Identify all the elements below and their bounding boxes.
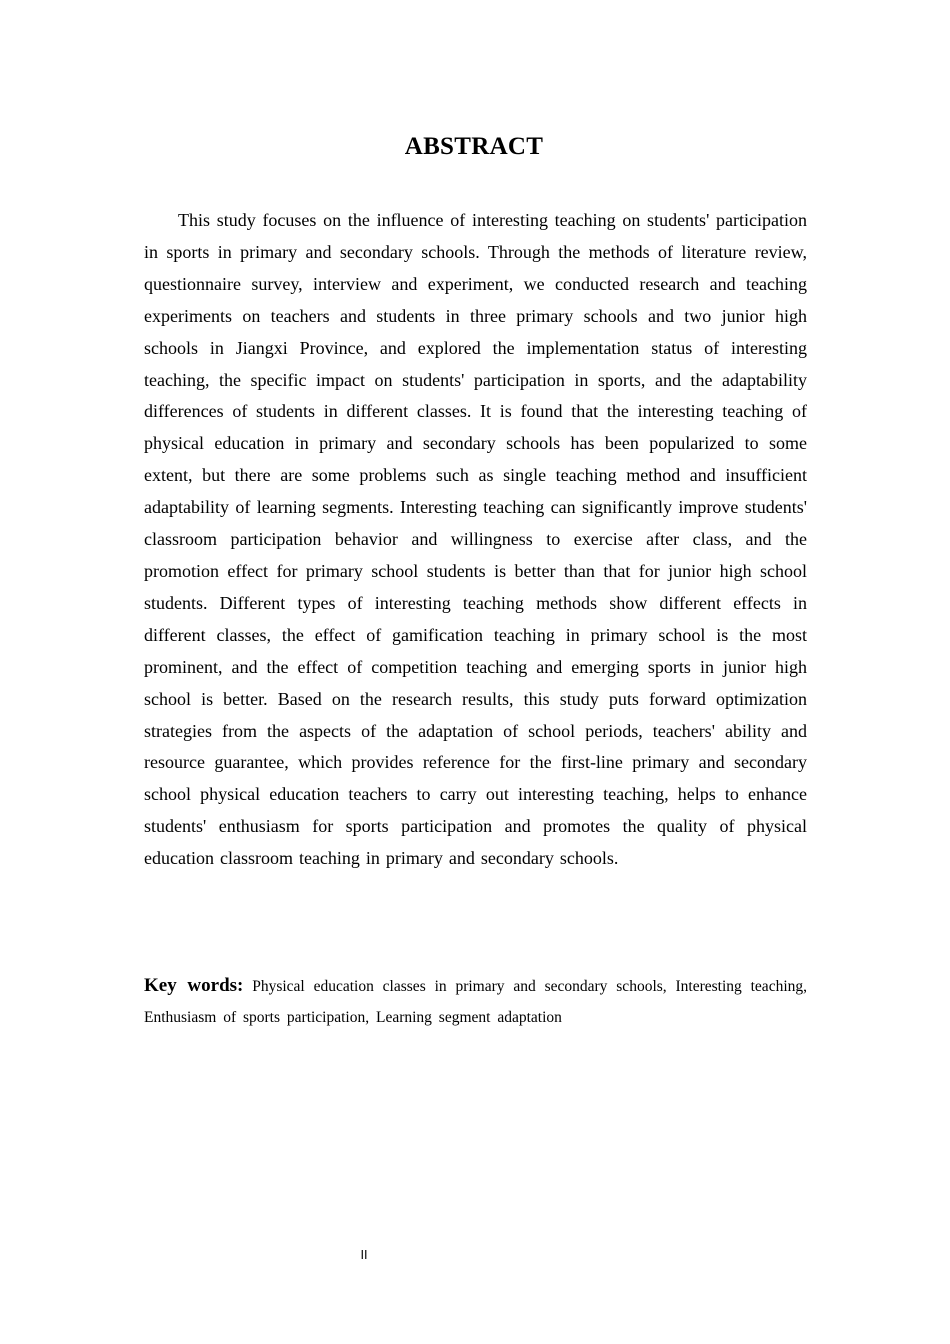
page-number: II: [360, 1248, 368, 1262]
keywords-text: Physical education classes in primary and secondary schools, Interesting teaching, Enthusiasm of sports participation, Learning segment adaptation: [144, 978, 807, 1026]
keywords-paragraph: [144, 970, 807, 1033]
abstract-title: ABSTRACT: [404, 133, 544, 160]
abstract-paragraph: This study focuses on the influence of interesting teaching on students' participation in sports in primary and secondary schools. Through the methods of literature review, questionnaire survey, interview and experiment, we conducted research and teaching experiments on teachers and students in three primary schools and two junior high schools in Jiangxi Province, and explored the implementation status of interesting teaching, the specific impact on students' participation in sports, and the adaptability differences of students in different classes. It is found that the interesting teaching of physical education in primary and secondary schools has been popularized to some extent, but there are some problems such as single teaching method and insufficient adaptability of learning segments. Interesting teaching can significantly improve students' classroom participation behavior and willingness to exercise after class, and the promotion effect for primary school students is better than that for junior high school students. Different types of interesting teaching methods show different effects in different classes, the effect of gamification teaching in primary school is the most prominent, and the effect of competition teaching and emerging sports in junior high school is better. Based on the research results, this study puts forward optimization strategies from the aspects of the adaptation of school periods, teachers' ability and resource guarantee, which provides reference for the first-line primary and secondary school physical education teachers to carry out interesting teaching, helps to enhance students' enthusiasm for sports participation and promotes the quality of physical education classroom teaching in primary and secondary schools.: [144, 210, 807, 869]
keywords-label: Key words:: [144, 975, 244, 996]
